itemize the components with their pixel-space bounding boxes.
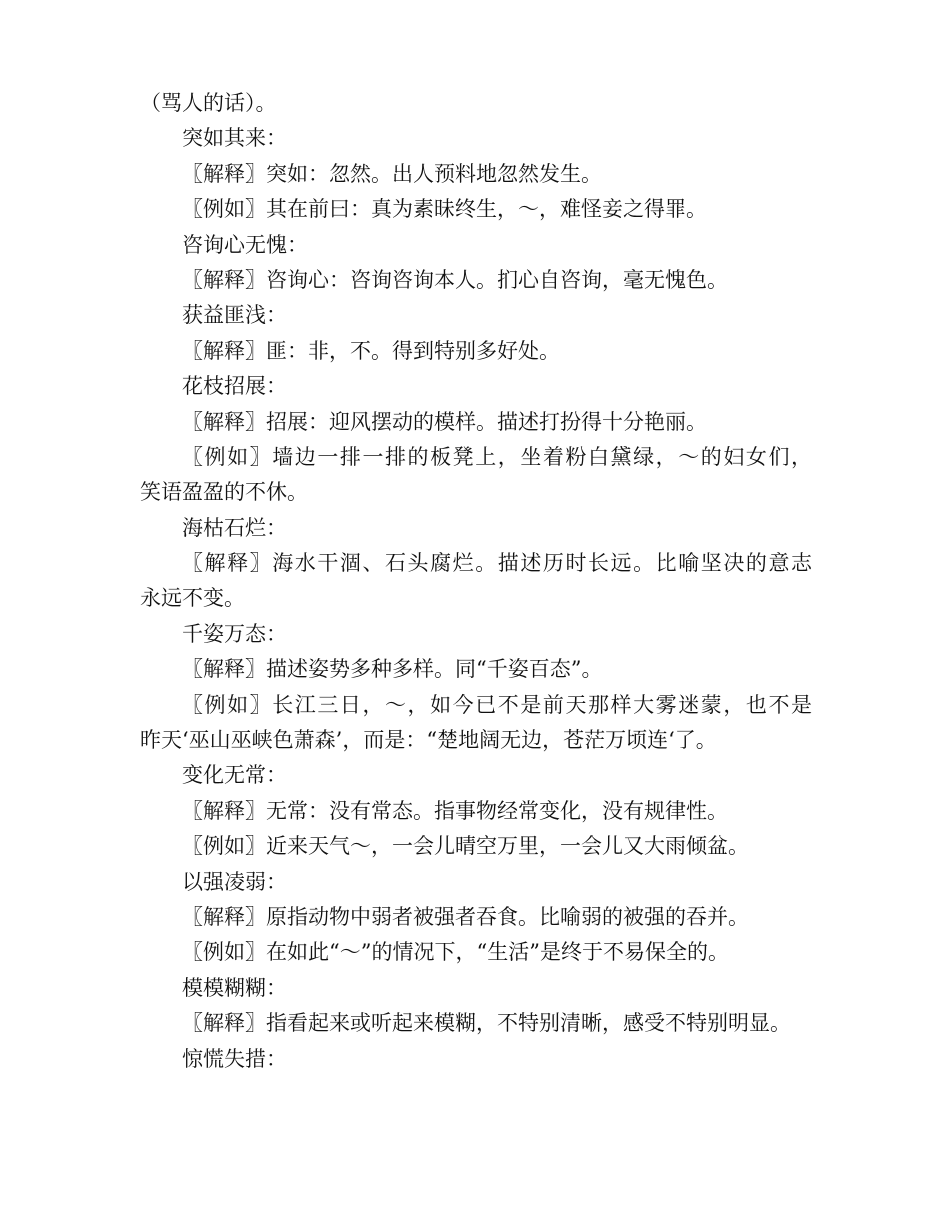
explanation-line: 〖解释〗描述姿势多种多样。同“千姿百态”。 [182, 657, 603, 682]
example-line: 〖例如〗在如此“～”的情况下，“生活”是终于不易保全的。 [182, 940, 729, 965]
explanation-line: 〖解释〗海水干涸、石头腐烂。描述历时长远。比喻坚决的意志 [182, 551, 812, 576]
example-line: 〖例如〗墙边一排一排的板凳上，坐着粉白黛绿，～的妇女们， [182, 444, 812, 469]
explanation-line: 〖解释〗招展：迎风摆动的模样。描述打扮得十分艳丽。 [182, 409, 707, 434]
document-body [140, 86, 812, 1077]
idiom-heading: 以强凌弱： [182, 869, 287, 894]
explanation-line: 〖解释〗无常：没有常态。指事物经常变化，没有规律性。 [182, 798, 728, 823]
idiom-heading: 千姿万态： [182, 621, 287, 646]
idiom-heading: 花枝招展： [182, 374, 287, 399]
explanation-line: 〖解释〗指看起来或听起来模糊，不特别清晰，感受不特别明显。 [182, 1011, 791, 1036]
idiom-heading: 变化无常： [182, 763, 287, 788]
example-line-continued: 笑语盈盈的不休。 [140, 480, 308, 505]
explanation-line: 〖解释〗原指动物中弱者被强者吞食。比喻弱的被强的吞并。 [182, 904, 749, 929]
explanation-line: 〖解释〗匪：非，不。得到特别多好处。 [182, 338, 560, 363]
example-line: 〖例如〗长江三日，～，如今已不是前天那样大雾迷蒙，也不是 [182, 692, 812, 717]
idiom-heading: 惊慌失措： [182, 1046, 287, 1071]
idiom-heading: 获益匪浅： [182, 303, 287, 328]
idiom-heading: 海枯石烂： [182, 515, 287, 540]
text-line: （骂人的话）。 [140, 91, 277, 115]
example-line-continued: 昨天‘巫山巫峡色萧森’，而是：“楚地阔无边，苍茫万顷连‘了。 [140, 728, 717, 753]
explanation-line: 〖解释〗咨询心：咨询咨询本人。扪心自咨询，毫无愧色。 [182, 267, 728, 292]
example-line: 〖例如〗其在前曰：真为素昧终生，～，难怪妾之得罪。 [182, 197, 707, 222]
example-line: 〖例如〗近来天气～，一会儿晴空万里，一会儿又大雨倾盆。 [182, 834, 749, 859]
idiom-heading: 模模糊糊： [182, 975, 287, 1000]
explanation-line: 〖解释〗突如：忽然。出人预料地忽然发生。 [182, 161, 602, 186]
idiom-heading: 突如其来： [182, 126, 287, 151]
idiom-heading: 咨询心无愧： [182, 232, 308, 257]
explanation-line-continued: 永远不变。 [140, 586, 245, 611]
